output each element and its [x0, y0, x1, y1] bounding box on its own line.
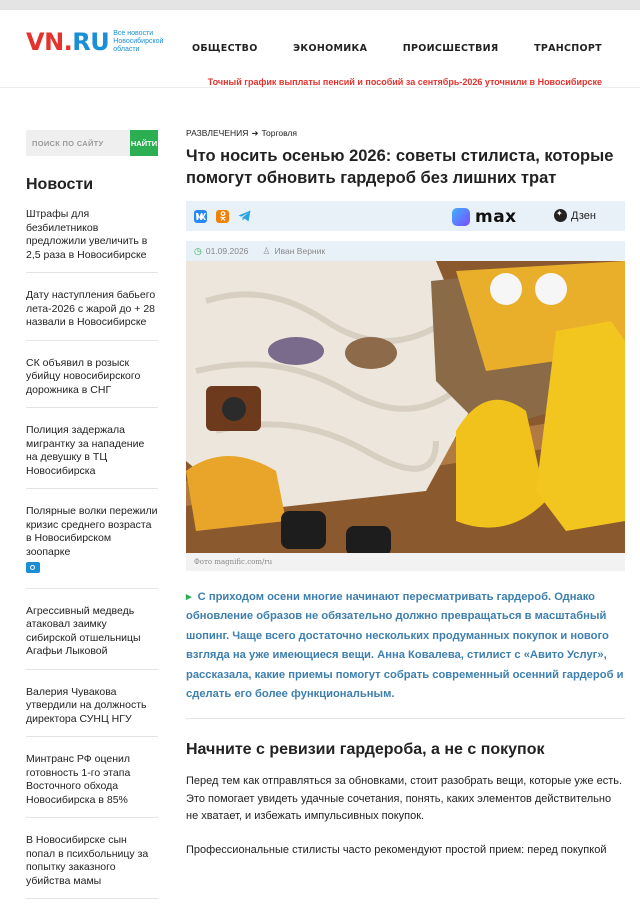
sidebar: [26, 130, 158, 915]
divider: [186, 718, 625, 719]
section-heading: Начните с ревизии гардероба, а не с покупок: [186, 741, 545, 759]
search-button[interactable]: НАЙТИ: [130, 130, 158, 156]
logo-tagline: Все новости Новосибирской области: [113, 30, 164, 53]
news-item[interactable]: Валерия Чувакова утвердили на должность директора СУНЦ НГУ: [26, 686, 158, 738]
max-share-button[interactable]: [452, 207, 517, 227]
breadcrumb: [186, 128, 625, 139]
vk-glyph: [196, 213, 206, 220]
nav-incidents[interactable]: ПРОИСШЕСТВИЯ: [402, 43, 499, 54]
article-lead: [186, 588, 625, 704]
user-icon: ♙: [262, 245, 271, 256]
nav-economy[interactable]: ЭКОНОМИКА: [293, 43, 368, 54]
article-meta: [186, 241, 625, 261]
article-photo: [186, 261, 625, 553]
article: [186, 128, 625, 875]
breadcrumb-tag[interactable]: Торговля: [261, 128, 297, 138]
news-item[interactable]: Штрафы для безбилетников предложили увеличить в 2,5 раза в Новосибирске: [26, 208, 158, 273]
search-input[interactable]: [26, 130, 130, 156]
main-nav: [192, 43, 602, 54]
logo-vn: VN: [26, 28, 64, 56]
triangle-marker-icon: ▸: [186, 591, 192, 603]
paragraph: Перед тем как отправляться за обновками, стоит разобрать вещи, которые уже есть. Это помогает увидеть удачные сочетания, понять, каких элементов действительно не хватает, и избежать импульсивных покупок.: [186, 775, 623, 823]
news-ticker-link[interactable]: Точный график выплаты пенсий и пособий за сентябрь-2026 уточнили в Новосибирске: [207, 77, 602, 87]
logo-wordmark: [26, 30, 109, 54]
news-item-text: Полярные волки пережили кризис среднего возраста в Новосибирском зоопарке: [26, 505, 158, 558]
publish-date: 01.09.2026: [205, 246, 249, 256]
article-title: Что носить осенью 2026: советы стилиста, которые помогут обновить гардероб без лишних трат: [186, 147, 614, 187]
news-item[interactable]: В Новосибирске сын попал в психбольницу за попытку заказного убийства мамы: [26, 834, 158, 899]
breadcrumb-section[interactable]: РАЗВЛЕЧЕНИЯ: [186, 128, 249, 138]
ok-glyph: [219, 211, 227, 221]
site-search: [26, 130, 158, 156]
news-item[interactable]: Полиция задержала мигрантку за нападение на девушку в ТЦ Новосибирска: [26, 424, 158, 489]
photo-caption: Фото magnific.com/ru: [186, 553, 625, 571]
lead-text: С приходом осени многие начинают пересматривать гардероб. Однако обновление образов не обязательно должно превращаться в масштабный шопинг. Чаще всего достаточно нескольких продуманных покупок и нового взгляда на уже имеющиеся вещи. Анна Ковалева, стилист с «Авито Услуг», рассказала, какие приемы помогут собрать современный осенний гардероб и сделать его более функциональным.: [186, 591, 624, 701]
telegram-glyph: [238, 210, 251, 222]
ok-share-icon[interactable]: [216, 210, 229, 223]
news-item[interactable]: Агрессивный медведь атаковал заимку сибирской отшельницы Агафьи Лыковой: [26, 605, 158, 670]
camera-icon: [26, 562, 40, 573]
news-item[interactable]: СК объявил в розыск убийцу новосибирского дорожника в СНГ: [26, 357, 158, 409]
site-header: [0, 10, 640, 88]
site-logo[interactable]: [26, 30, 171, 54]
paragraph: Профессиональные стилисты часто рекомендуют простой прием: перед покупкой: [186, 843, 607, 856]
telegram-share-icon[interactable]: [238, 210, 251, 223]
browser-top-strip: [0, 0, 640, 10]
news-item[interactable]: Минтранс РФ оценил готовность 1-го этапа Восточного обхода Новосибирска в 85%: [26, 753, 158, 818]
max-label: max: [475, 207, 517, 227]
nav-transport[interactable]: ТРАНСПОРТ: [534, 43, 602, 54]
news-item[interactable]: Дату наступления бабьего лета-2026 с жарой до + 28 назвали в Новосибирске: [26, 289, 158, 341]
dzen-share-button[interactable]: [554, 209, 596, 222]
dzen-label: Дзен: [571, 209, 596, 222]
clock-icon: ◷: [194, 245, 202, 256]
share-bar: [186, 201, 625, 231]
news-heading: Новости: [26, 176, 94, 193]
max-logo-icon: [452, 208, 470, 226]
dzen-logo-icon: [554, 209, 567, 222]
author-name[interactable]: Иван Верник: [274, 246, 326, 256]
vk-share-icon[interactable]: [194, 210, 207, 223]
news-item-with-photo[interactable]: [26, 505, 158, 589]
nav-society[interactable]: ОБЩЕСТВО: [192, 43, 258, 54]
logo-ru: RU: [72, 28, 110, 56]
logo-dot: .: [63, 28, 73, 56]
arrow-right-icon: ➜: [251, 128, 259, 138]
